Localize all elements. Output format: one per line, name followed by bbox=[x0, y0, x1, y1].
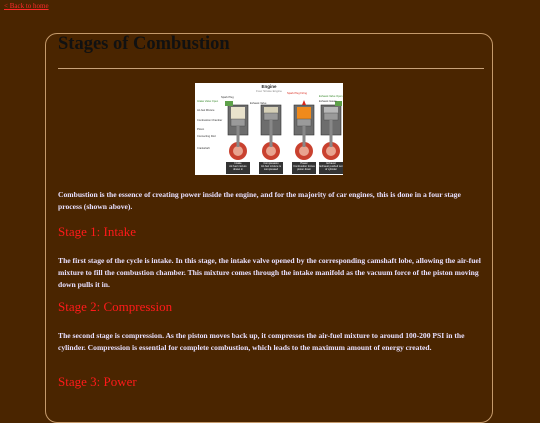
stage1-heading: Stage 1: Intake bbox=[58, 224, 136, 239]
stage-caption-desc: Combustion forces piston down bbox=[293, 165, 315, 171]
label-air-fuel: Air-fuel Mixture bbox=[197, 109, 215, 112]
stage2-heading: Stage 2: Compression bbox=[58, 299, 173, 314]
cylinder-exhaust bbox=[321, 101, 342, 160]
stage-caption-title: Compression bbox=[263, 162, 279, 165]
stage-caption-desc: Air-fuel mixture drawn in bbox=[229, 165, 247, 171]
stage1-paragraph: The first stage of the cycle is intake. In this stage, the intake valve opened by the corresponding camshaft lobe, allowing the air-fuel mixture to fill the combustion chamber. This mixture comes through the intake manifold as the vacuum force of the piston moving down pulls it in. bbox=[58, 256, 481, 289]
stage-caption-title: Power bbox=[300, 162, 308, 165]
label-exhaust-valve-open: Exhaust Valve Open bbox=[319, 95, 343, 98]
stage-caption-exhaust bbox=[319, 162, 343, 174]
cylinder-power bbox=[294, 100, 314, 160]
page-title: Stages of Combustion bbox=[58, 34, 230, 54]
stage-caption-desc: Air-fuel mixture is compressed bbox=[260, 165, 282, 171]
label-combustion-chamber: Combustion Chamber bbox=[197, 119, 223, 122]
stage-caption-desc: Exhaust pushed out of cylinder bbox=[319, 165, 343, 171]
cylinder-compression bbox=[261, 105, 281, 160]
figure-subtitle: Four Stroke Engine bbox=[256, 89, 282, 93]
back-to-home-link[interactable]: < Back to home bbox=[4, 2, 49, 10]
intro-paragraph: Combustion is the essence of creating power inside the engine, and for the majority of car engines, this is done in a four stage process (shown above). bbox=[58, 190, 461, 211]
label-piston: Piston bbox=[197, 128, 205, 131]
stage-caption-title: Exhaust bbox=[326, 162, 336, 165]
label-exhaust-valve: Exhaust Valve bbox=[250, 102, 267, 105]
label-exhaust-gas: Exhaust Gases bbox=[319, 100, 337, 103]
stage2-paragraph: The second stage is compression. As the piston moves back up, it compresses the air-fuel mixture to around 100-200 PSI in the cylinder. Compression is essential for complete combustion, which leads to the maximum amount of energy created. bbox=[58, 331, 465, 352]
stage-caption-intake bbox=[226, 162, 250, 174]
cylinder-intake bbox=[225, 101, 248, 160]
label-connecting-rod: Connecting Rod bbox=[197, 135, 216, 138]
label-spark-plug: Spark Plug bbox=[221, 96, 234, 99]
label-crankshaft: Crankshaft bbox=[197, 147, 210, 150]
stage-caption-compression bbox=[259, 162, 283, 174]
engine-stages-figure bbox=[195, 83, 343, 175]
stage-caption-power bbox=[292, 162, 316, 174]
figure-title: Engine bbox=[261, 84, 277, 89]
label-spark-plug-firing: Spark Plug Firing bbox=[287, 92, 307, 95]
stage-caption-title: Intake bbox=[234, 162, 242, 165]
title-divider bbox=[58, 68, 484, 69]
label-intake-valve: Intake Valve Open bbox=[197, 100, 219, 103]
stage3-heading: Stage 3: Power bbox=[58, 374, 137, 389]
